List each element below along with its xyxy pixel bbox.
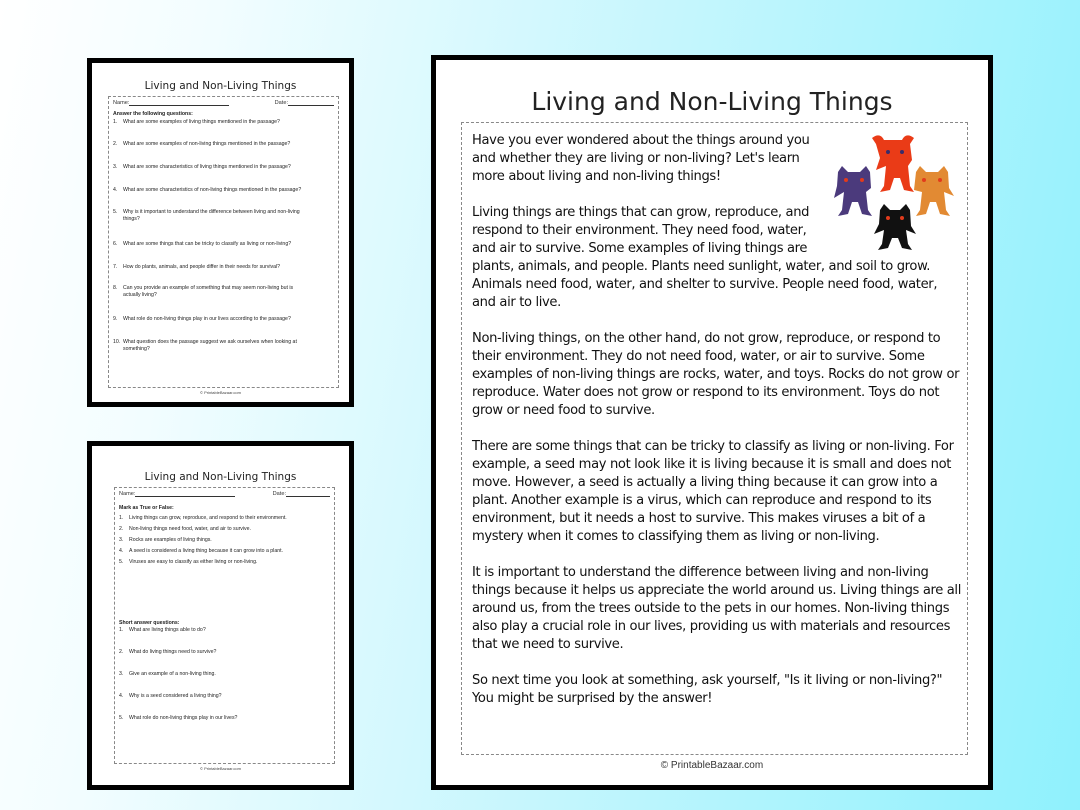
tf-item — [119, 526, 330, 533]
reading-passage-sheet — [431, 55, 993, 790]
passage-line: There are some things that can be tricky to classify as living or non-living. For — [472, 439, 954, 454]
tf-number: 5. — [119, 559, 124, 565]
passage-line: It is important to understand the difference between living and non-living — [472, 565, 929, 580]
worksheet-true-false — [87, 441, 354, 790]
copyright-text: © PrintableBazaar.com — [200, 766, 241, 771]
date-label: Date: — [272, 491, 286, 497]
passage-line: things because it helps us appreciate the world around us. Living things are all — [472, 583, 962, 598]
tf-statement: Rocks are examples of living things. — [129, 537, 212, 543]
tf-number: 1. — [119, 515, 124, 521]
monster-illustration — [828, 130, 958, 255]
passage-line: environment, but it needs a host to survive. This makes viruses a bit of a — [472, 511, 926, 526]
question-text: What are some things that can be tricky to classify as living or non-living? — [123, 241, 292, 247]
passage-line: also play a crucial role in our lives, providing us with materials and resources — [472, 619, 951, 634]
short-answer-number: 1. — [119, 627, 124, 633]
tf-heading: Mark as True or False: — [119, 505, 174, 511]
question-text: What question does the passage suggest we ask ourselves when looking at — [123, 339, 297, 345]
short-answer-heading: Short answer questions: — [119, 620, 180, 626]
passage-paragraph — [472, 564, 962, 654]
question-item — [113, 264, 334, 271]
question-number: 10. — [113, 339, 121, 345]
passage-line: more about living and non-living things! — [472, 169, 721, 184]
question-text: What are some characteristics of non-living things mentioned in the passage? — [123, 187, 302, 193]
short-answer-item — [119, 693, 330, 700]
question-item — [113, 316, 334, 323]
worksheet-dashed-frame — [108, 96, 339, 388]
passage-line: Animals need food, water, and shelter to survive. People need food, water, — [472, 277, 938, 292]
passage-line: that we need to survive. — [472, 637, 624, 652]
tf-statement: Living things can grow, reproduce, and respond to their environment. — [129, 515, 287, 521]
passage-line: plant. Another example is a virus, which can reproduce and respond to its — [472, 493, 932, 508]
question-number: 9. — [113, 316, 118, 322]
date-label: Date: — [274, 100, 288, 106]
question-text: How do plants, animals, and people differ in their needs for survival? — [123, 264, 281, 270]
tf-statement: Non-living things need food, water, and air to survive. — [129, 526, 251, 532]
short-answer-item — [119, 627, 330, 634]
monsters-icon — [828, 130, 958, 255]
short-answer-number: 5. — [119, 715, 124, 721]
passage-line: move. However, a seed is actually a living thing because it can grow into a — [472, 475, 938, 490]
question-text: What are some examples of living things mentioned in the passage? — [123, 119, 280, 125]
name-label: Name: — [119, 491, 136, 497]
passage-line: mystery when it comes to classifying them as living or non-living. — [472, 529, 880, 544]
worksheet-comprehension-questions — [87, 58, 354, 407]
question-text: something? — [123, 345, 150, 352]
short-answer-question: What do living things need to survive? — [129, 649, 217, 655]
short-answer-question: Why is a seed considered a living thing? — [129, 693, 222, 699]
passage-line: Have you ever wondered about the things around you — [472, 133, 810, 148]
question-item — [113, 141, 334, 148]
tf-number: 2. — [119, 526, 124, 532]
copyright-text: © PrintableBazaar.com — [660, 760, 764, 771]
passage-line: You might be surprised by the answer! — [472, 691, 713, 706]
question-number: 6. — [113, 241, 118, 247]
passage-line: example, a seed may not look like it is living because it is small and does not — [472, 457, 952, 472]
question-item — [113, 119, 334, 126]
question-text: actually living? — [123, 291, 157, 298]
passage-line: examples of non-living things are rocks, water, and toys. Rocks do not grow or — [472, 367, 960, 382]
question-text: What are some characteristics of living things mentioned in the passage? — [123, 164, 291, 170]
passage-line: grow or need food to survive. — [472, 403, 655, 418]
section-heading: Answer the following questions: — [113, 111, 193, 117]
worksheet-title: Living and Non-Living Things — [144, 80, 297, 92]
question-number: 2. — [113, 141, 118, 147]
passage-title: Living and Non-Living Things — [531, 87, 893, 116]
date-blank — [286, 496, 330, 497]
short-answer-item — [119, 649, 330, 656]
name-label: Name: — [113, 100, 130, 106]
date-blank — [288, 105, 334, 106]
question-text: What are some examples of non-living things mentioned in the passage? — [123, 141, 291, 147]
tf-item — [119, 548, 330, 555]
question-text: Can you provide an example of something that may seem non-living but is — [123, 285, 294, 291]
question-number: 3. — [113, 164, 118, 170]
question-item — [113, 187, 334, 194]
question-number: 7. — [113, 264, 118, 270]
passage-paragraph — [472, 672, 950, 708]
question-item — [113, 285, 334, 298]
tf-item — [119, 559, 330, 566]
short-answer-item — [119, 715, 330, 722]
passage-line: around us, from the trees outside to the pets in our homes. Non-living things — [472, 601, 950, 616]
tf-item — [119, 515, 330, 522]
tf-statement: Viruses are easy to classify as either living or non-living. — [129, 559, 258, 565]
name-date-row — [119, 491, 330, 497]
short-answer-number: 4. — [119, 693, 124, 699]
passage-line: reproduce. Water does not grow or respond to its environment. Toys do not — [472, 385, 940, 400]
question-number: 4. — [113, 187, 118, 193]
copyright-text: © PrintableBazaar.com — [200, 390, 241, 395]
passage-line: their environment. They do not need food, water, or air to survive. Some — [472, 349, 925, 364]
name-date-row — [113, 100, 334, 106]
short-answer-question: What are living things able to do? — [129, 627, 206, 633]
passage-line: plants, animals, and people. Plants need sunlight, water, and soil to grow. — [472, 259, 931, 274]
question-item — [113, 209, 334, 222]
question-number: 8. — [113, 285, 118, 291]
passage-line: So next time you look at something, ask yourself, "Is it living or non-living?" — [472, 673, 943, 688]
worksheet-title: Living and Non-Living Things — [144, 471, 297, 483]
passage-line: Non-living things, on the other hand, do not grow, reproduce, or respond to — [472, 331, 941, 346]
tf-number: 3. — [119, 537, 124, 543]
passage-line: Living things are things that can grow, reproduce, and — [472, 205, 810, 220]
question-text: things? — [123, 215, 140, 222]
short-answer-item — [119, 671, 330, 678]
question-item — [113, 339, 334, 352]
question-number: 1. — [113, 119, 118, 125]
tf-statement: A seed is considered a living thing because it can grow into a plant. — [129, 548, 283, 554]
passage-paragraph — [472, 330, 960, 420]
question-text: What role do non-living things play in our lives according to the passage? — [123, 316, 291, 322]
passage-line: and air to survive. Some examples of living things are — [472, 241, 808, 256]
short-answer-question: Give an example of a non-living thing. — [129, 671, 216, 677]
name-blank — [135, 496, 235, 497]
question-number: 5. — [113, 209, 118, 215]
passage-line: respond to their environment. They need food, water, — [472, 223, 807, 238]
passage-line: and whether they are living or non-living? Let's learn — [472, 151, 800, 166]
passage-paragraph — [472, 438, 954, 546]
short-answer-number: 2. — [119, 649, 124, 655]
passage-line: and air to live. — [472, 295, 561, 310]
question-item — [113, 164, 334, 171]
question-item — [113, 241, 334, 248]
question-text: Why is it important to understand the difference between living and non-living — [123, 209, 300, 215]
short-answer-number: 3. — [119, 671, 124, 677]
name-blank — [129, 105, 229, 106]
short-answer-question: What role do non-living things play in our lives? — [129, 715, 238, 721]
tf-number: 4. — [119, 548, 124, 554]
worksheet-dashed-frame — [114, 487, 335, 764]
tf-item — [119, 537, 330, 544]
